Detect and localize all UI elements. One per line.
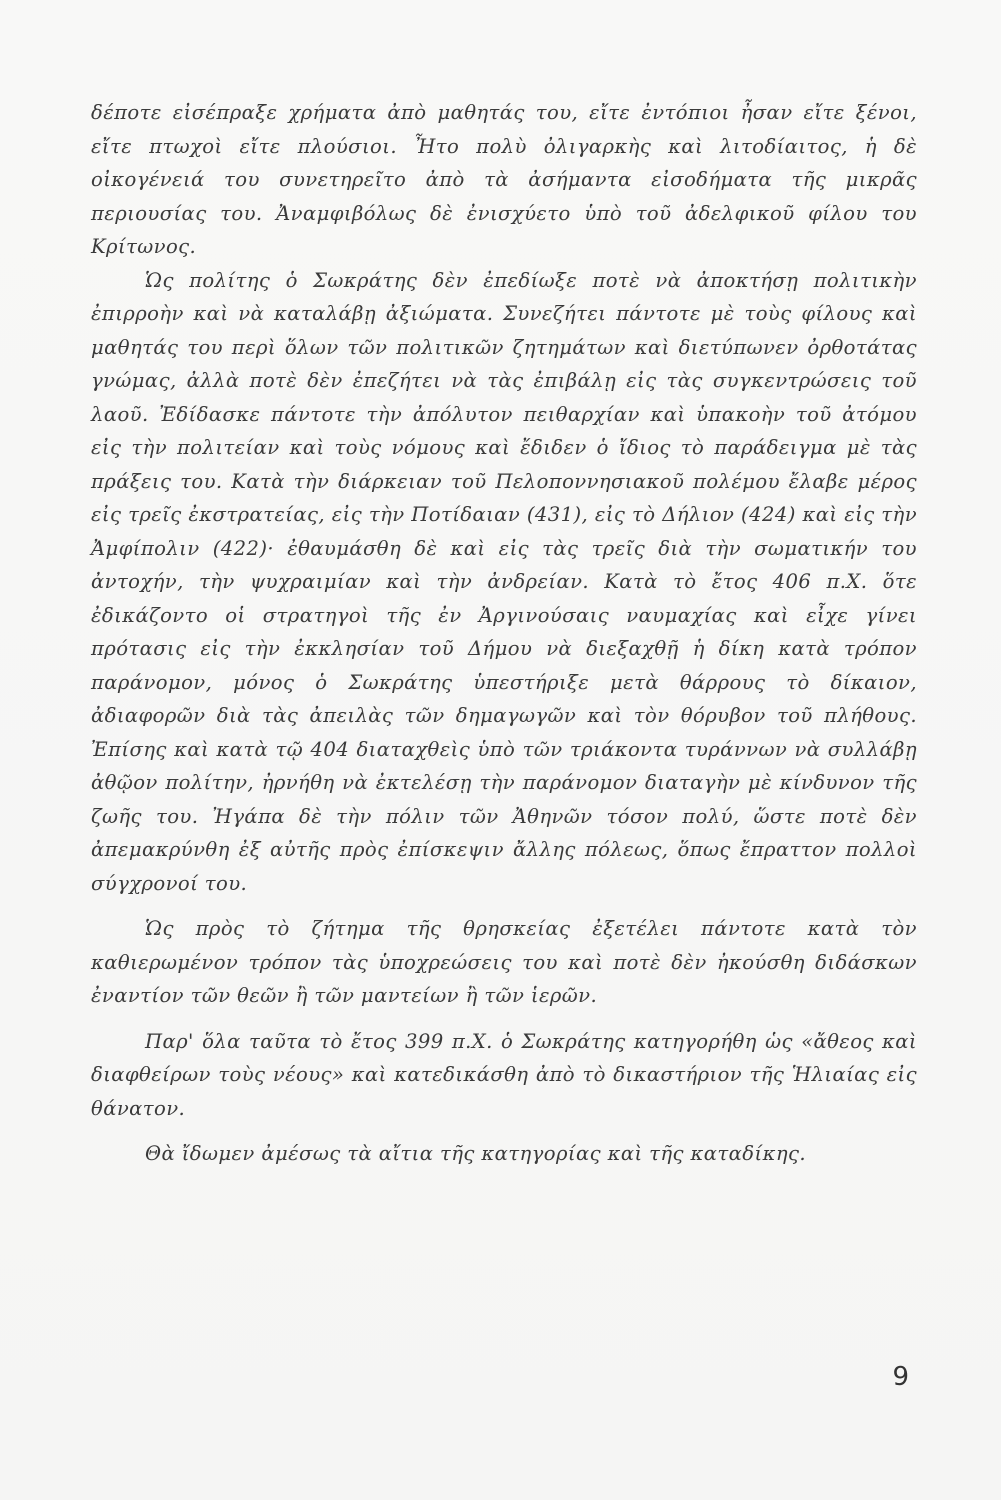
paragraph-citizen: Ὡς πολίτης ὁ Σωκράτης δὲν ἐπεδίωξε ποτὲ νὰ ἀποκτήσῃ πολιτικὴν ἐπιρροὴν καὶ νὰ καταλάβῃ ἀξιώματα. Συνεζήτει πάντοτε μὲ τοὺς φίλους καὶ μαθητάς του περὶ ὅλων τῶν πολιτικῶν ζητημάτων καὶ διετύπωνεν ὀρθοτάτας γνώμας, ἀλλὰ ποτὲ δὲν ἐπεζήτει νὰ τὰς ἐπιβάλῃ εἰς τὰς συγκεντρώσεις τοῦ λαοῦ. Ἐδίδασκε πάντοτε τὴν ἀπόλυτον πειθαρχίαν καὶ ὑπακοὴν τοῦ ἀτόμου εἰς τὴν πολιτείαν καὶ τοὺς νόμους καὶ ἔδιδεν ὁ ἴδιος τὸ παράδειγμα μὲ τὰς πράξεις του. Κατὰ τὴν διάρκειαν τοῦ Πελοποννησιακοῦ πολέμου ἔλαβε μέρος εἰς τρεῖς ἐκστρατείας, εἰς τὴν Ποτίδαιαν (431), εἰς τὸ Δήλιον (424) καὶ εἰς τὴν Ἀμφίπολιν (422)· ἐθαυμάσθη δὲ καὶ εἰς τὰς τρεῖς διὰ τὴν σωματικήν του ἀντοχήν, τὴν ψυχραιμίαν καὶ τὴν ἀνδρείαν. Κατὰ τὸ ἔτος 406 π.Χ. ὅτε ἐδικάζοντο οἱ στρατηγοὶ τῆς ἐν Ἀργινούσαις ναυμαχίας καὶ εἶχε γίνει πρότασις εἰς τὴν ἐκκλησίαν τοῦ Δήμου νὰ διεξαχθῇ ἡ δίκη κατὰ τρόπον παράνομον, μόνος ὁ Σωκράτης ὑπεστήριξε μετὰ θάρρους τὸ δίκαιον, ἀδιαφορῶν διὰ τὰς ἀπειλὰς τῶν δημαγωγῶν καὶ τὸν θόρυβον τοῦ πλήθους. Ἐπίσης καὶ κατὰ τῷ 404 διαταχθεὶς ὑπὸ τῶν τριάκοντα τυράννων νὰ συλλάβῃ ἀθῷον πολίτην, ἠρνήθη νὰ ἐκτελέσῃ τὴν παράνομον διαταγὴν μὲ κίνδυνον τῆς ζωῆς του. Ἠγάπα δὲ τὴν πόλιν τῶν Ἀθηνῶν τόσον πολύ, ὥστε ποτὲ δὲν ἀπεμακρύνθη ἐξ αὐτῆς πρὸς ἐπίσκεψιν ἄλλης πόλεως, ὅπως ἔπραττον πολλοὶ σύγχρονοί του. — [91, 268, 917, 895]
paragraph-accusation: Παρ' ὅλα ταῦτα τὸ ἔτος 399 π.Χ. ὁ Σωκράτης κατηγορήθη ὡς «ἄθεος καὶ διαφθείρων τοὺς νέους» καὶ κατεδικάσθη ἀπὸ τὸ δικαστήριον τῆς Ἡλιαίας εἰς θάνατον. — [91, 1029, 917, 1120]
body-text — [91, 96, 917, 1171]
paragraph-closing: Θὰ ἴδωμεν ἀμέσως τὰ αἴτια τῆς κατηγορίας καὶ τῆς καταδίκης. — [145, 1142, 806, 1165]
paragraph-religion: Ὡς πρὸς τὸ ζήτημα τῆς θρησκείας ἐξετέλει πάντοτε κατὰ τὸν καθιερωμένον τρόπον τὰς ὑποχρεώσεις του καὶ ποτὲ δὲν ἠκούσθη διδάσκων ἐναντίον τῶν θεῶν ἢ τῶν μαντείων ἢ τῶν ἱερῶν. — [91, 917, 917, 1007]
paragraph-continuation: δέποτε εἰσέπραξε χρήματα ἀπὸ μαθητάς του, εἴτε ἐντόπιοι ἦσαν εἴτε ξένοι, εἴτε πτωχοὶ εἴτε πλούσιοι. Ἦτο πολὺ ὀλιγαρκὴς καὶ λιτοδίαιτος, ἡ δὲ οἰκογένειά του συνετηρεῖτο ἀπὸ τὰ ἀσήμαντα εἰσοδήματα τῆς μικρᾶς περιουσίας του. Ἀναμφιβόλως δὲ ἐνισχύετο ὑπὸ τοῦ ἀδελφικοῦ φίλου του Κρίτωνος. — [91, 101, 917, 258]
page-number: 9 — [892, 1362, 909, 1392]
